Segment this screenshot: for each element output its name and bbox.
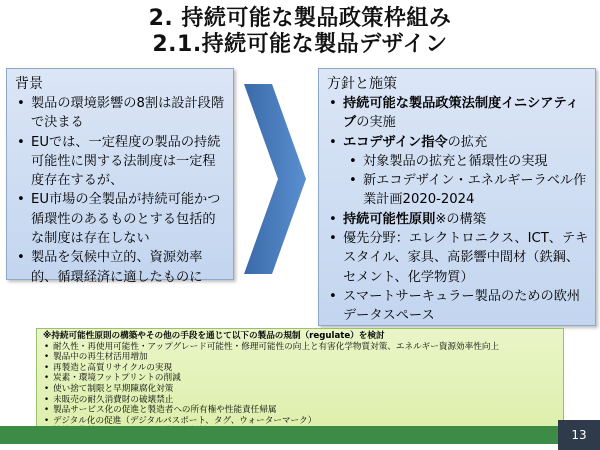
policy-item: • スマートサーキュラー製品のための欧州データスペース xyxy=(327,287,589,326)
note-item: • デジタル化の促進（デジタルパスポート、タグ、ウォーターマーク） xyxy=(43,416,557,427)
policy-heading: 方針と施策 xyxy=(327,76,397,92)
note-item: • 炭素・環境フットプリントの削減 xyxy=(43,373,557,384)
slide-title xyxy=(0,6,600,58)
note-item: • 未販売の耐久消費財の破壊禁止 xyxy=(43,395,557,406)
note-item: • 製品サービス化の促進と製造者への所有権や性能責任帰属 xyxy=(43,405,557,416)
policy-box xyxy=(318,68,596,326)
policy-item xyxy=(327,133,589,152)
policy-item xyxy=(327,210,589,229)
policy-item-bold: 持続可能性原則 xyxy=(343,211,436,227)
background-heading: 背景 xyxy=(15,76,43,92)
note-item: • 製品中の再生材活用増加 xyxy=(43,352,557,363)
footer-bar xyxy=(0,426,600,444)
policy-item-bold: 持続可能な製品政策法制度イニシアティブ xyxy=(343,96,579,131)
background-box xyxy=(6,68,234,285)
note-heading: ※持続可能性原則の構築やその他の手段を通じて以下の製品の規制（regulate）を検討 xyxy=(43,331,385,341)
note-list xyxy=(43,342,557,437)
policy-item-text: の拡充 xyxy=(447,134,488,150)
note-item: • 再製造と高質リサイクルの実現 xyxy=(43,363,557,374)
page-number: 13 xyxy=(558,420,600,450)
policy-subitem: • 対象製品の拡充と循環性の実現 xyxy=(327,152,589,171)
policy-item: • 優先分野：エレクトロニクス、ICT、テキスタイル、家具、高影響中間材（鉄鋼、セメント、化学物質） xyxy=(327,229,589,287)
background-item: • 製品を気候中立的、資源効率的、循環経済に適したものに xyxy=(15,248,227,287)
policy-item xyxy=(327,94,589,133)
policy-item-text: ※の構築 xyxy=(435,211,486,227)
note-item: • 使い捨て制限と早期陳腐化対策 xyxy=(43,384,557,395)
chevron-right-arrow-icon xyxy=(244,84,306,274)
title-line-1: 2. 持続可能な製品政策枠組み xyxy=(148,6,452,31)
policy-subitem: • 新エコデザイン・エネルギーラベル作業計画2020-2024 xyxy=(327,171,589,210)
background-item: • EU市場の全製品が持続可能かつ循環性のあるものとする包括的な制度は存在しない xyxy=(15,190,227,248)
background-item: • 製品の環境影響の8割は設計段階で決まる xyxy=(15,94,227,133)
policy-list xyxy=(327,94,589,326)
policy-item-bold: エコデザイン指令 xyxy=(343,134,448,150)
title-line-2: 2.1.持続可能な製品デザイン xyxy=(152,32,448,57)
regulation-note-box xyxy=(36,328,564,440)
policy-item-text: の実施 xyxy=(356,115,396,131)
background-item: • EUでは、一定程度の製品の持続可能性に関する法制度は一定程度存在するが、 xyxy=(15,133,227,191)
note-item: • 耐久性・再使用可能性・アップグレード可能性・修理可能性の向上と有害化学物質対策、エネルギー資源効率性向上 xyxy=(43,342,557,353)
background-list xyxy=(15,94,227,287)
